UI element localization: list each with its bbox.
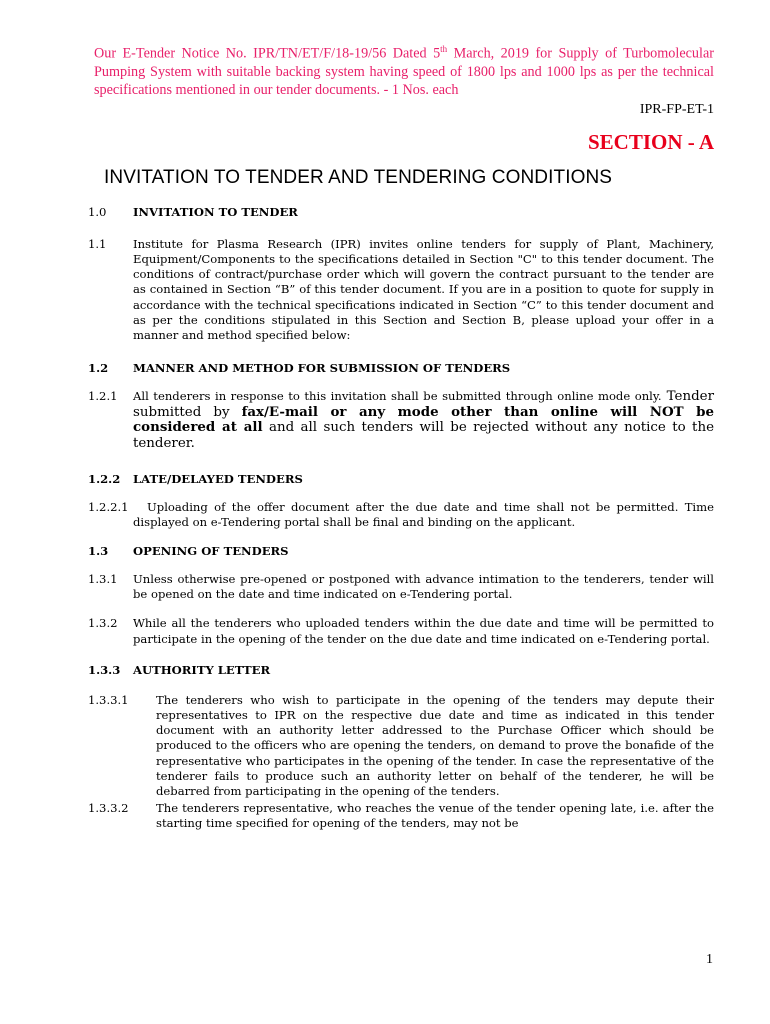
section-heading: LATE/DELAYED TENDERS [133, 471, 303, 486]
clause-number: 1.3.3.2 [88, 801, 129, 816]
notice-text-part2: March, 2019 for Supply of Turbomolecular Pumping System with suitable backing system having speed of 1800 lps and 1000 lps as per the technical specifications mentioned in our tender documents. - 1 Nos. each [94, 45, 714, 98]
section-1-0 [88, 203, 714, 221]
section-number: 1.2 [88, 361, 109, 376]
page-number: 1 [706, 952, 713, 967]
section-number: 1.3.3 [88, 662, 121, 677]
tender-notice-header [94, 40, 714, 99]
clause-text: Unless otherwise pre-opened or postponed with advance intimation to the tenderers, tender will be opened on the date and time indicated on e-Tendering portal. [133, 571, 714, 602]
clause-text: All tenderers in response to this invitation shall be submitted through online mode only. Tender submitted by fax/E-mail or any mode other than online will NOT be considered at all and all such tenders will be rejected without any notice to the tenderer. [133, 389, 715, 451]
clause-text: Institute for Plasma Research (IPR) invites online tenders for supply of Plant, Machinery, Equipment/Components to the specifications detailed in Section "C" to this tender document. The conditions of contract/purchase order which will govern the contract pursuant to the tender are as contained in Section “B” of this tender document. If you are in a position to quote for supply in accordance with the technical specifications indicated in Section “C” to this tender document and as per the conditions stipulated in this Section and Section B, please upload your offer in a manner and method specified below: [133, 236, 714, 342]
section-number: 1.3 [88, 543, 109, 558]
clause-1-3-1 [88, 571, 714, 602]
notice-text-part1: Our E-Tender Notice No. IPR/TN/ET/F/18-19/56 Dated 5 [94, 45, 441, 62]
clause-text: The tenderers representative, who reaches the venue of the tender opening late, i.e. after the starting time specified for opening of the tenders, may not be [156, 801, 714, 831]
clause-text: The tenderers who wish to participate in the opening of the tenders may depute their representatives to IPR on the respective due date and time as indicated in this tender document with an authority letter addressed to the Purchase Officer which should be produced to the officers who are opening the tenders, on demand to prove the bonafide of the representative who participates in the opening of the tender. In case the representative of the tenderer fails to produce such an authority letter on behalf of the tenderer, he will be debarred from participating in the opening of the tenders. [156, 692, 714, 798]
section-number: 1.2.2 [88, 471, 121, 486]
clause-number: 1.3.2 [88, 616, 118, 631]
clause-text: Uploading of the offer document after the due date and time shall not be permitted. Time displayed on e-Tendering portal shall be final and binding on the applicant. [133, 499, 714, 529]
clause-text: While all the tenderers who uploaded tenders within the due date and time will be permitted to participate in the opening of the tender on the due date and time indicated on e-Tendering portal. [133, 616, 714, 646]
clause-number: 1.3.1 [88, 571, 118, 586]
section-1-3 [88, 542, 714, 560]
section-1-2-2 [88, 470, 714, 488]
clause-1-1 [88, 236, 714, 343]
section-title: SECTION - A [587, 129, 714, 154]
clause-1-2-1 [88, 389, 715, 451]
section-heading: MANNER AND METHOD FOR SUBMISSION OF TENDERS [133, 361, 511, 376]
document-code: IPR-FP-ET-1 [639, 101, 714, 117]
clause-1-3-3-2 [88, 801, 714, 831]
notice-superscript: th [440, 44, 448, 54]
page-title: INVITATION TO TENDER AND TENDERING CONDITIONS [104, 166, 613, 188]
clause-number: 1.2.1 [88, 389, 118, 404]
section-number: 1.0 [88, 204, 107, 219]
clause-number: 1.3.3.1 [88, 692, 129, 707]
section-heading: OPENING OF TENDERS [133, 543, 289, 558]
clause-1-3-2 [88, 616, 714, 646]
section-1-3-3 [88, 661, 714, 679]
clause-number: 1.1 [88, 236, 107, 251]
clause-number: 1.2.2.1 [88, 499, 129, 514]
section-heading: INVITATION TO TENDER [133, 204, 298, 219]
section-1-2 [88, 359, 714, 377]
clause-1-3-3-1 [88, 692, 714, 799]
clause-1-2-2-1 [88, 499, 714, 530]
section-heading: AUTHORITY LETTER [133, 662, 271, 677]
